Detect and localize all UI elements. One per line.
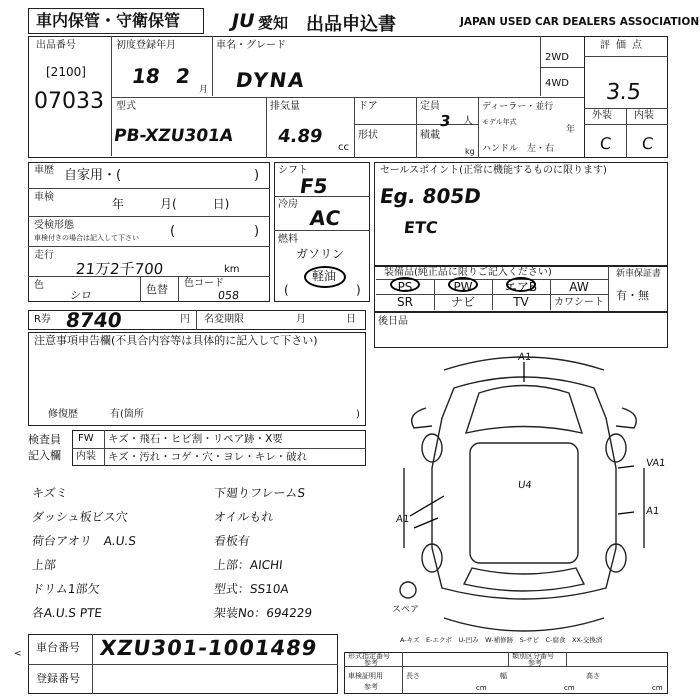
- interior-grade: C: [641, 134, 655, 153]
- remark-right-line: 架装No：694229: [213, 606, 313, 620]
- score-label: 評価点: [600, 40, 648, 51]
- interior-label: 内装: [634, 110, 654, 121]
- inspector-label-2: 記入欄: [28, 449, 61, 462]
- sales-points-label: セールスポイント(正常に機能するものに限ります): [380, 165, 607, 176]
- remark-right-line: オイルもれ: [213, 510, 275, 524]
- lot-number-label: 出品番号: [36, 40, 76, 51]
- new-cert-label: 新車保証書: [616, 269, 662, 279]
- registration-label: 登録番号: [36, 672, 80, 685]
- sales-line-2: ETC: [403, 218, 439, 237]
- color-code-label: 色コード: [184, 278, 224, 289]
- accept-note: 車検付きの場合は記入して下さい: [34, 234, 139, 242]
- color-label: 色: [34, 280, 44, 291]
- sales-block: [374, 162, 668, 266]
- remark-right-line: 上部：AICHI: [213, 558, 284, 572]
- recycle-unit: 円: [180, 314, 190, 325]
- remark-right-line: 看板有: [213, 534, 251, 548]
- capacity-label: 定員: [420, 101, 440, 112]
- score-value: 3.5: [604, 80, 643, 105]
- equipment-item: PW: [434, 279, 493, 295]
- later-label: 後日品: [378, 316, 408, 327]
- drive-2wd: 2WD: [545, 52, 569, 63]
- exterior-label: 外装: [592, 110, 612, 121]
- usage-label: 車歴: [34, 165, 54, 176]
- length-unit: cm: [476, 684, 487, 692]
- notes-title: 注意事項申告欄(不具合内容等は具体的に記入して下さい): [34, 334, 318, 347]
- color-code-value: 058: [217, 289, 240, 302]
- door-label: ドア: [358, 101, 378, 112]
- vehicle-cert-sub: 参考: [364, 683, 378, 691]
- mileage-label: 走行: [34, 250, 54, 261]
- left-mark: <: [14, 649, 22, 659]
- shift-label: シフト: [278, 165, 308, 176]
- year-unit: 年: [566, 125, 576, 135]
- name-change-day: 日: [346, 314, 356, 325]
- damage-mark: A1: [645, 506, 660, 517]
- color-change-label: 色替: [146, 283, 168, 296]
- inspection-label: 車検: [34, 192, 54, 203]
- accept-open: (: [170, 224, 176, 239]
- name-change-month: 月: [296, 314, 306, 325]
- color-value: シロ: [69, 289, 93, 302]
- chassis-number: XZU301-1001489: [98, 636, 319, 660]
- damage-mark: U4: [517, 480, 533, 491]
- vehicle-cert-label: 車検証明用: [348, 672, 383, 680]
- accept-label: 受検形態: [34, 220, 74, 231]
- remark-left-line: キズミ: [31, 486, 69, 500]
- equipment-item: エアB: [492, 279, 551, 295]
- ac-label: 冷房: [278, 199, 298, 210]
- fuel-close: ): [356, 283, 361, 297]
- inspection-value: 年 月( 日): [112, 197, 230, 211]
- type-cert-label: 形式指定番号: [348, 652, 390, 660]
- damage-mark: A1: [517, 352, 532, 363]
- ju-logo: JU: [232, 10, 255, 32]
- accept-close: ): [254, 224, 260, 239]
- remark-left-line: 上部: [31, 558, 57, 572]
- class-label: 類別区分番号: [512, 652, 554, 660]
- model-label: 型式: [116, 101, 136, 112]
- mileage-unit: km: [224, 264, 240, 275]
- interior-text: キズ・汚れ・コゲ・穴・ヨレ・キレ・破れ: [108, 451, 308, 463]
- ac-value: AC: [308, 206, 342, 230]
- remark-left-line: 荷台アオリ A.U.S: [31, 534, 137, 548]
- fw-tag: FW: [78, 433, 94, 444]
- capacity-value: 3: [438, 112, 452, 130]
- history-block: [28, 162, 270, 302]
- recycle-amount: 8740: [64, 308, 124, 332]
- exterior-grade: C: [599, 134, 613, 153]
- handle-label: ハンドル 左・右: [482, 144, 555, 154]
- usage-value: 自家用・(: [64, 168, 122, 183]
- equipment-item: TV: [492, 294, 551, 310]
- type-cert-sub: 参考: [364, 659, 378, 667]
- usage-close: ): [254, 168, 260, 183]
- lot-number: 07033: [34, 89, 104, 114]
- first-reg-month: 2: [174, 64, 192, 88]
- drive-4wd: 4WD: [545, 78, 569, 89]
- equipment-item: ナビ: [434, 294, 493, 310]
- equipment-label: 装備品(純正品に限りご記入ください): [384, 267, 552, 278]
- fuel-label: 燃料: [278, 234, 298, 245]
- new-cert-value: 有・無: [616, 289, 649, 302]
- logo-word: 愛知: [258, 14, 289, 32]
- dealer-label: ディーラー・並行: [482, 102, 554, 112]
- displacement-label: 排気量: [270, 101, 300, 112]
- mileage-value: 21万2千700: [75, 260, 165, 278]
- recycle-label: R券: [34, 314, 51, 325]
- class-sub: 参考: [528, 659, 542, 667]
- lot-prefix: [2100]: [46, 65, 86, 79]
- equipment-circle: [448, 277, 478, 292]
- later-block: [374, 312, 668, 348]
- spare-label: スペア: [392, 605, 420, 615]
- cc-unit: cc: [338, 142, 349, 153]
- width-label: 幅: [500, 672, 507, 680]
- fuel-circle: [304, 266, 346, 288]
- capacity-unit: 人: [463, 116, 473, 127]
- shift-value: F5: [298, 174, 330, 198]
- chassis-label: 車台番号: [36, 641, 80, 654]
- height-unit: cm: [652, 684, 663, 692]
- model-value: PB-XZU301A: [112, 126, 235, 146]
- car-name-label: 車名・グレード: [216, 40, 286, 51]
- association-name: JAPAN USED CAR DEALERS ASSOCIATION: [460, 16, 700, 28]
- repair-close: ): [356, 409, 360, 420]
- length-label: 長さ: [406, 672, 420, 680]
- remark-right-line: 型式：SS10A: [213, 582, 290, 596]
- repair-label: 修復歴: [48, 409, 78, 420]
- month-unit: 月: [199, 85, 209, 95]
- equipment-item: PS: [376, 279, 435, 295]
- fuel-open: (: [284, 283, 289, 297]
- height-label: 高さ: [586, 672, 600, 680]
- shape-label: 形状: [358, 130, 378, 141]
- remark-left-line: 各A.U.S PTE: [31, 606, 103, 620]
- car-name: DYNA: [234, 68, 308, 92]
- equipment-item: SR: [376, 294, 435, 310]
- damage-legend: A-キズ E-エクボ U-凹み W-補修跡 S-サビ C-腐食 XX-交換済: [400, 636, 603, 644]
- damage-mark: VA1: [645, 458, 666, 469]
- equipment-item: AW: [550, 279, 609, 295]
- fuel-value: ガソリン: [296, 247, 345, 261]
- inspector-label-1: 検査員: [28, 433, 61, 446]
- storage-label: 車内保管・守衛保管: [36, 11, 181, 30]
- load-label: 積載: [420, 130, 440, 141]
- displacement-value: 4.89: [276, 126, 324, 147]
- fw-text: キズ・飛石・ヒビ割・リペア跡・X要: [108, 433, 283, 445]
- model-year-label: モデル年式: [482, 118, 517, 126]
- remark-right-line: 下廻りフレームS: [213, 486, 306, 500]
- remark-left-line: ダッシュ板ビス穴: [31, 510, 129, 524]
- fuel-note: 軽油: [312, 269, 337, 283]
- remark-left-line: ドリム1部欠: [31, 582, 101, 596]
- name-change-label: 名変期限: [204, 314, 244, 325]
- damage-mark: A1: [395, 514, 410, 525]
- interior-tag: 内装: [76, 451, 96, 462]
- first-reg-label: 初度登録年月: [116, 40, 176, 51]
- repair-value: 有(箇所: [110, 409, 144, 420]
- equipment-circle: [506, 277, 536, 292]
- first-reg-year: 18: [130, 64, 162, 88]
- load-unit: kg: [465, 147, 475, 156]
- sales-line-1: Eg. 805D: [378, 184, 483, 208]
- width-unit: cm: [564, 684, 575, 692]
- form-title: 出品申込書: [306, 14, 396, 35]
- equipment-circle: [390, 277, 420, 292]
- damage-diagram: [384, 348, 674, 648]
- equipment-item: カワシート: [550, 294, 609, 310]
